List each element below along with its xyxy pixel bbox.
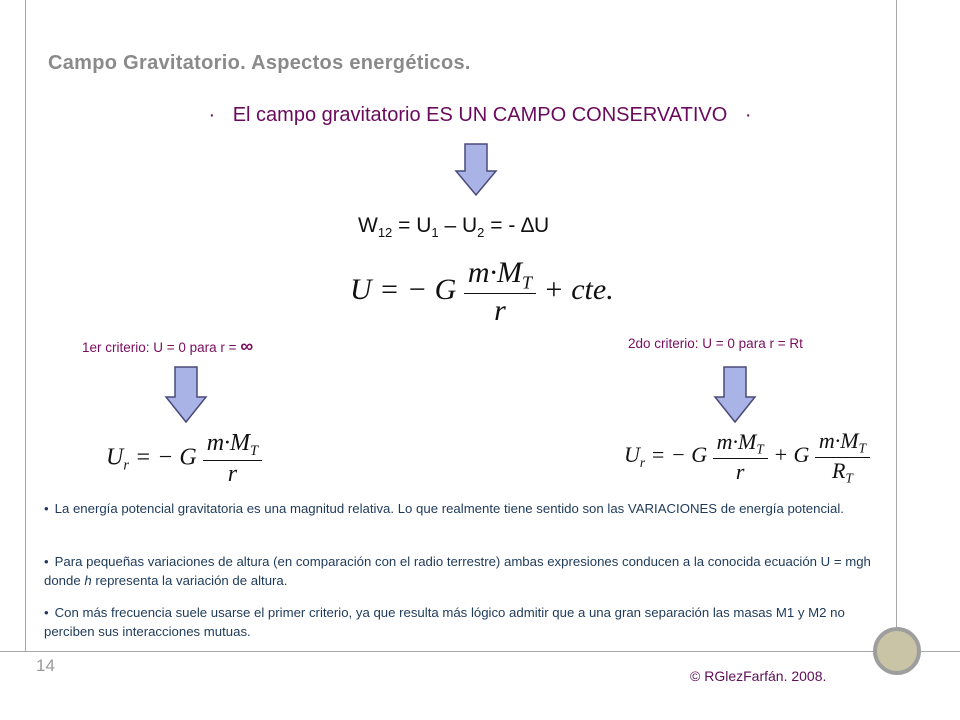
bullet-3	[44, 603, 894, 641]
formula-2-fraction-1	[713, 429, 768, 485]
bullet-marker: •	[44, 554, 49, 569]
work-u2-sub: 2	[477, 225, 485, 241]
formula-1-num: m·M	[206, 430, 251, 456]
formula-2-num2: m·M	[818, 428, 859, 453]
work-equation	[358, 214, 549, 240]
heading-dot-left: ·	[208, 104, 216, 126]
formula-2-lhs-sub: r	[639, 454, 646, 470]
copyright: © RGlezFarfán. 2008.	[690, 668, 827, 684]
frame-right-line	[896, 0, 897, 652]
work-tail: = - ∆U	[484, 214, 550, 237]
main-formula-rhs: + cte.	[543, 273, 614, 307]
heading-dot-right: ·	[744, 104, 752, 126]
work-mid1: = U	[392, 214, 432, 237]
main-formula-lhs: U = − G	[350, 273, 457, 307]
page-number: 14	[36, 656, 55, 675]
formula-1-num-sub: T	[250, 443, 259, 460]
formula-criterion-1	[106, 430, 262, 488]
criterion-2: 2do criterio: U = 0 para r = Rt	[628, 336, 803, 351]
work-w-sub: 12	[377, 225, 393, 241]
formula-2-plus: + G	[767, 442, 810, 468]
formula-1-lhs: U	[106, 444, 124, 471]
bullet-2-text-b: representa la variación de altura.	[91, 573, 288, 588]
heading	[0, 104, 960, 127]
formula-2-den2-sub: T	[845, 470, 853, 486]
formula-2-lhs: U	[624, 442, 640, 468]
bullet-1	[44, 499, 894, 518]
main-formula-den: r	[464, 293, 536, 328]
infinity-symbol: ∞	[240, 336, 254, 356]
formula-2-num1: m·M	[716, 429, 757, 455]
work-w: W	[358, 214, 378, 237]
criterion-1-text: 1er criterio: U = 0 para r =	[82, 340, 241, 355]
slide-title: Campo Gravitatorio. Aspectos energéticos.	[48, 52, 471, 74]
circle-decoration-icon	[873, 627, 921, 675]
formula-1-fraction	[203, 430, 262, 488]
formula-2-num2-sub: T	[858, 440, 866, 456]
main-formula-num: m·M	[467, 256, 522, 289]
bullet-marker: •	[44, 501, 49, 516]
down-arrow-icon	[164, 366, 208, 424]
bullet-2-italic: h	[84, 573, 92, 588]
frame-bottom-line	[0, 651, 960, 652]
formula-2-mid: = − G	[645, 442, 708, 468]
formula-1-mid: = − G	[128, 444, 197, 471]
bullet-3-text: Con más frecuencia suele usarse el primer criterio, ya que resulta más lógico admitir que a una gran separación las masas M1 y M2 no perciben sus interacciones mutuas.	[44, 605, 845, 639]
down-arrow-icon	[454, 143, 498, 197]
bullet-marker: •	[44, 605, 49, 620]
heading-text: El campo gravitatorio ES UN CAMPO CONSERVATIVO	[232, 104, 728, 126]
frame-left-line	[25, 0, 26, 652]
formula-2-den1: r	[713, 458, 768, 485]
formula-criterion-2	[624, 428, 870, 486]
bullet-2	[44, 552, 894, 590]
down-arrow-icon	[713, 366, 757, 424]
criterion-1	[82, 336, 253, 357]
formula-2-num1-sub: T	[756, 441, 764, 457]
bullet-2-text-a: Para pequeñas variaciones de altura (en comparación con el radio terrestre) ambas expresiones conducen a la conocida ecuación U = mgh donde	[44, 554, 871, 588]
bullet-1-text: La energía potencial gravitatoria es una magnitud relativa. Lo que realmente tiene sentido son las VARIACIONES de energía potencial.	[54, 501, 844, 516]
formula-2-den2: R	[832, 457, 846, 483]
work-u1-sub: 1	[431, 225, 439, 241]
work-mid2: – U	[438, 214, 478, 237]
formula-2-fraction-2	[815, 428, 870, 486]
main-formula-num-sub: T	[521, 272, 532, 293]
main-formula	[350, 256, 614, 328]
formula-1-den: r	[203, 460, 262, 488]
formula-1-lhs-sub: r	[123, 457, 129, 474]
main-formula-fraction	[464, 256, 536, 328]
